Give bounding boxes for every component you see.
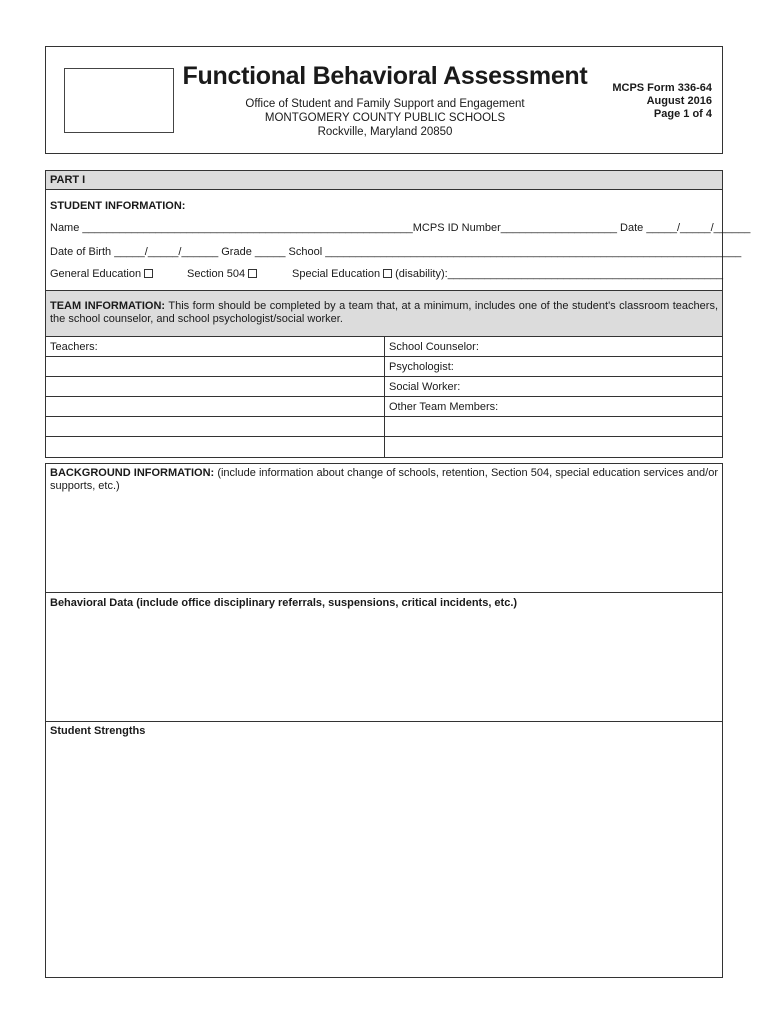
- section504-checkbox[interactable]: [248, 269, 257, 278]
- team-info-text: [50, 300, 718, 326]
- section504-label: Section 504: [187, 268, 246, 280]
- psychologist-label: Psychologist:: [389, 361, 454, 373]
- background-heading: BACKGROUND INFORMATION:: [50, 467, 215, 479]
- general-education-label: General Education: [50, 268, 142, 280]
- other-team-members-label: Other Team Members:: [389, 401, 499, 413]
- student-info-heading: STUDENT INFORMATION:: [50, 200, 186, 212]
- table-row-line: [45, 356, 723, 357]
- district-address: Rockville, Maryland 20850: [317, 126, 453, 138]
- part1-heading: PART I: [50, 174, 86, 186]
- divider: [45, 592, 723, 593]
- section504-option[interactable]: [187, 268, 257, 281]
- form-title: Functional Behavioral Assessment: [182, 62, 588, 90]
- school-counselor-label: School Counselor:: [389, 341, 479, 353]
- general-education-checkbox[interactable]: [144, 269, 153, 278]
- special-education-checkbox[interactable]: [383, 269, 392, 278]
- table-row-line: [45, 436, 723, 437]
- table-row-line: [45, 376, 723, 377]
- teachers-label: Teachers:: [50, 341, 98, 353]
- divider: [45, 189, 723, 190]
- team-info-description: This form should be completed by a team that, at a minimum, includes one of the student's classroom teachers, the school counselor, and school psychologist/social worker.: [50, 300, 719, 325]
- divider: [45, 721, 723, 722]
- name-line[interactable]: Name ______________________________________________________MCPS ID Number___________________ Date _____/_____/______: [50, 222, 751, 234]
- table-row-line: [45, 396, 723, 397]
- disability-field[interactable]: (disability):_____________________________________________: [395, 268, 723, 280]
- background-description: (include information about change of schools, retention, Section 504, special education services and/or supports, etc.): [50, 467, 719, 492]
- part1-heading-bar: [46, 171, 722, 189]
- special-education-label: Special Education: [292, 268, 381, 280]
- dob-grade-school-line[interactable]: Date of Birth _____/_____/______ Grade _____ School ____________________________________________________________________: [50, 246, 742, 258]
- student-strengths-heading: Student Strengths: [50, 725, 146, 737]
- behavioral-data-heading: Behavioral Data (include office disciplinary referrals, suspensions, critical incidents, etc.): [50, 597, 518, 609]
- general-education-option[interactable]: [50, 268, 153, 281]
- page-number: Page 1 of 4: [653, 108, 712, 120]
- team-info-heading: TEAM INFORMATION:: [50, 300, 166, 312]
- district-name: MONTGOMERY COUNTY PUBLIC SCHOOLS: [264, 112, 506, 124]
- background-info: [50, 467, 718, 493]
- special-education-option[interactable]: [292, 268, 723, 281]
- form-date: August 2016: [646, 95, 712, 107]
- table-row-line: [45, 416, 723, 417]
- social-worker-label: Social Worker:: [389, 381, 461, 393]
- form-number: MCPS Form 336-64: [612, 82, 712, 94]
- office-name: Office of Student and Family Support and Engagement: [245, 98, 525, 110]
